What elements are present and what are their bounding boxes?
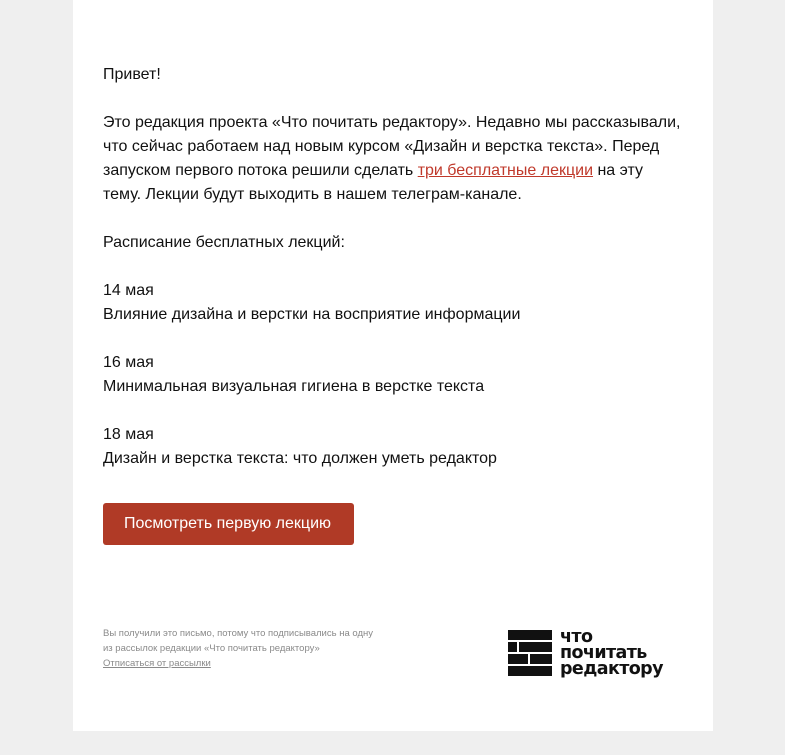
lecture-title: Минимальная визуальная гигиена в верстке текста: [103, 378, 485, 395]
greeting: Привет!: [103, 66, 161, 83]
logo-bars-icon: [508, 630, 556, 678]
logo-wordmark: [560, 629, 663, 677]
free-lectures-link[interactable]: три бесплатные лекции: [417, 162, 594, 179]
lecture-title: Влияние дизайна и верстки на восприятие информации: [103, 306, 521, 323]
lecture-date: 18 мая: [103, 426, 154, 443]
logo-line: что: [560, 627, 593, 647]
email-body: [103, 63, 683, 471]
footer-notice: [103, 626, 383, 671]
logo-line: почитать: [560, 643, 647, 663]
watch-first-lecture-button[interactable]: Посмотреть первую лекцию: [103, 503, 354, 545]
intro-paragraph: [103, 111, 683, 207]
schedule-heading: Расписание бесплатных лекций:: [103, 234, 345, 251]
lecture-date: 16 мая: [103, 354, 154, 371]
unsubscribe-link[interactable]: Отписаться от рассылки: [103, 658, 211, 669]
intro-text-start: Это редакция проекта «Что почитать редактору». Недавно мы рассказывали, что сейчас работаем над новым курсом «Дизайн и верстка текста». Перед запуском первого потока решили сделать: [103, 114, 681, 179]
lecture-title: Дизайн и верстка текста: что должен уметь редактор: [103, 450, 497, 467]
email-card: [73, 0, 713, 731]
lecture-date: 14 мая: [103, 282, 154, 299]
logo-line: редактору: [560, 659, 663, 679]
subscription-notice: Вы получили это письмо, потому что подписывались на одну из рассылок редакции «Что почитать редактору»: [103, 628, 373, 654]
logo: [508, 627, 688, 682]
intro-text-end: на эту тему. Лекции будут выходить в нашем телеграм-канале.: [103, 162, 643, 203]
